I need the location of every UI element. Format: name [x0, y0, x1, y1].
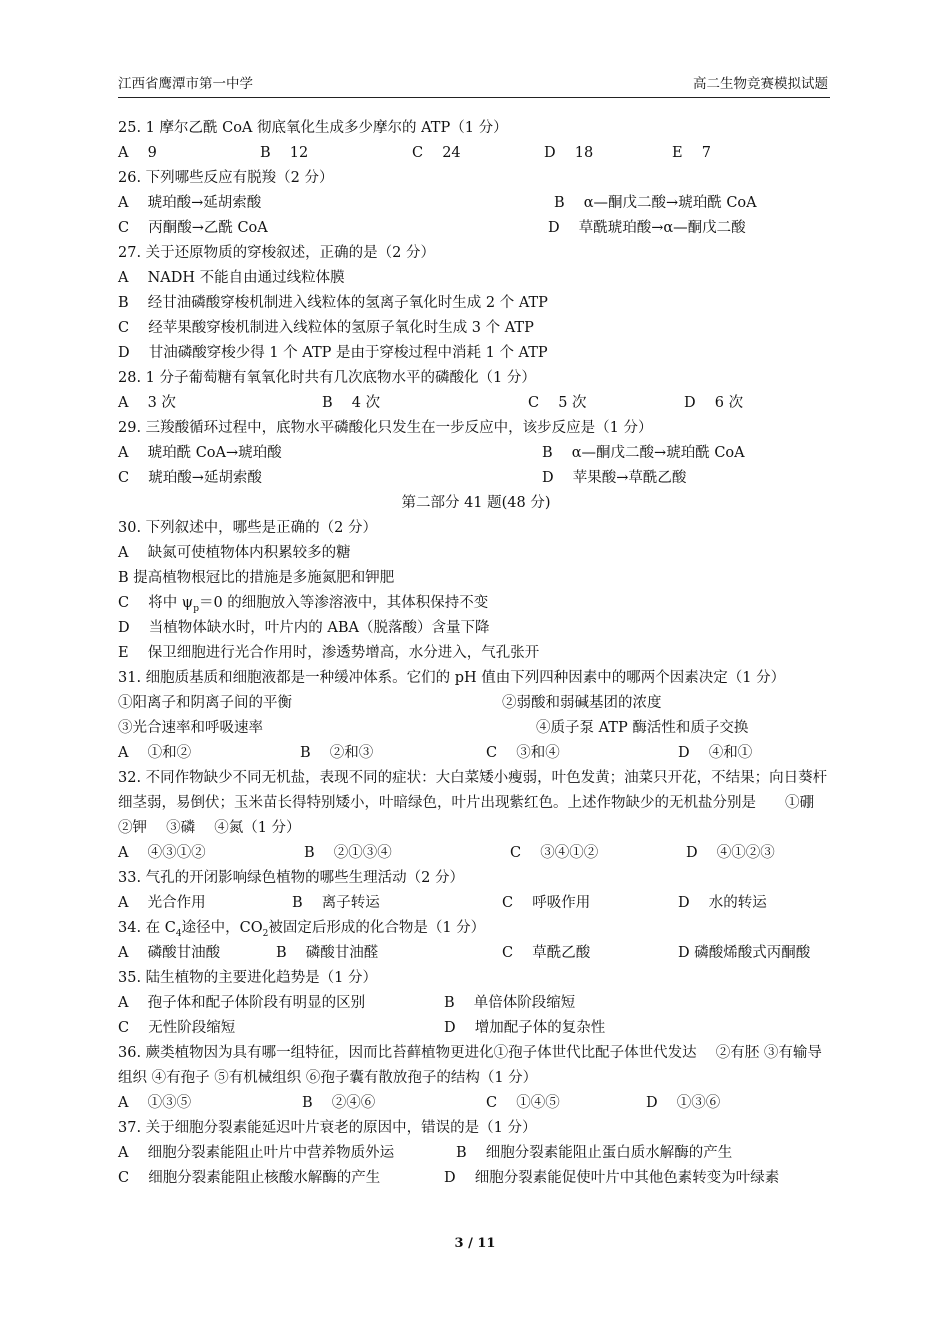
option-c: C 琥珀酸→延胡索酸 — [118, 470, 262, 486]
option-a: A 光合作用 — [118, 895, 206, 911]
option-b: B 磷酸甘油醛 — [276, 945, 379, 961]
question-36-options — [118, 1091, 834, 1116]
option-d: D 增加配子体的复杂性 — [444, 1020, 606, 1036]
co2-subscript: 2 — [262, 929, 269, 939]
question-list — [118, 116, 834, 1191]
option-d: D ①③⑥ — [646, 1095, 721, 1111]
option-c: C 5 次 — [528, 395, 587, 411]
option-c-text-2: ＝0 的细胞放入等渗溶液中，其体积保持不变 — [198, 595, 489, 611]
option-c: C 丙酮酸→乙酰 CoA — [118, 220, 268, 236]
option-d: D ④和① — [678, 745, 753, 761]
option-a: A ①③⑤ — [118, 1095, 192, 1111]
option-c: C 24 — [412, 145, 461, 161]
question-30-stem: 30. 下列叙述中，哪些是正确的（2 分） — [118, 520, 378, 536]
option-a: A 缺氮可使植物体内积累较多的糖 — [118, 545, 351, 561]
header-school: 江西省鹰潭市第一中学 — [118, 76, 253, 92]
option-a: A 琥珀酰 CoA→琥珀酸 — [118, 445, 282, 461]
question-31-stem: 31. 细胞质基质和细胞液都是一种缓冲体系。它们的 pH 值由下列四种因素中的哪两个因素决定（1 分） — [118, 670, 786, 686]
option-d: D 水的转运 — [678, 895, 767, 911]
question-36-stem: 36. 蕨类植物因为具有哪一组特征，因而比苔藓植物更进化①孢子体世代比配子体世代发达 ②有胚 ③有输导组织 ④有孢子 ⑤有机械组织 ⑥孢子囊有散放孢子的结构（1 分） — [118, 1045, 822, 1086]
option-c: C ③和④ — [486, 745, 560, 761]
question-35-options-row1 — [118, 991, 834, 1016]
question-28-stem: 28. 1 分子葡萄糖有氧氧化时共有几次底物水平的磷酸化（1 分） — [118, 370, 536, 386]
question-32-stem: 32. 不同作物缺少不同无机盐，表现不同的症状：大白菜矮小瘦弱，叶色发黄；油菜只开花，不结果；向日葵杆细茎弱，易倒伏；玉米苗长得特别矮小，叶暗绿色，叶片出现紫红色。上述作物缺少的无机盐分别是 ①硼 ②钾 ③磷 ④氮（1 分） — [118, 770, 834, 836]
option-a: A ①和② — [118, 745, 192, 761]
question-34-options — [118, 941, 834, 966]
option-d: D 6 次 — [684, 395, 744, 411]
question-33-stem: 33. 气孔的开闭影响绿色植物的哪些生理活动（2 分） — [118, 870, 465, 886]
option-c: C ①④⑤ — [486, 1095, 560, 1111]
page-number: 3 / 11 — [454, 1236, 496, 1251]
header-divider — [118, 97, 830, 98]
option-c: C ③④①② — [510, 845, 599, 861]
option-c — [118, 591, 834, 616]
item-4: ④质子泵 ATP 酶活性和质子交换 — [536, 720, 749, 736]
option-b: B 离子转运 — [292, 895, 380, 911]
option-c-text-1: C 将中 ψ — [118, 595, 194, 611]
option-b: B ②④⑥ — [302, 1095, 376, 1111]
option-b: B 单倍体阶段缩短 — [444, 995, 576, 1011]
option-c: C 草酰乙酸 — [502, 945, 591, 961]
question-26-stem: 26. 下列哪些反应有脱羧（2 分） — [118, 170, 334, 186]
question-26-options-row1 — [118, 191, 834, 216]
option-b: B ②①③④ — [304, 845, 392, 861]
question-31-options — [118, 741, 834, 766]
header-title: 高二生物竞赛模拟试题 — [693, 76, 828, 92]
question-37-options-row1 — [118, 1141, 834, 1166]
question-29-stem: 29. 三羧酸循环过程中，底物水平磷酸化只发生在一步反应中，该步反应是（1 分） — [118, 420, 653, 436]
option-d: D 18 — [544, 145, 594, 161]
option-b: B α—酮戊二酸→琥珀酰 CoA — [554, 195, 757, 211]
question-33-options — [118, 891, 834, 916]
stem-part-1: 34. 在 C — [118, 920, 176, 936]
psi-subscript: p — [193, 604, 199, 614]
option-b: B α—酮戊二酸→琥珀酰 CoA — [542, 445, 745, 461]
question-32-options — [118, 841, 834, 866]
option-a: A 琥珀酸→延胡索酸 — [118, 195, 262, 211]
item-1: ①阳离子和阴离子间的平衡 — [118, 695, 292, 711]
option-a: A 9 — [118, 145, 157, 161]
question-37-stem: 37. 关于细胞分裂素能延迟叶片衰老的原因中，错误的是（1 分） — [118, 1120, 537, 1136]
option-b: B 12 — [260, 145, 309, 161]
option-a: A 磷酸甘油酸 — [118, 945, 221, 961]
option-b: B 细胞分裂素能阻止蛋白质水解酶的产生 — [456, 1145, 733, 1161]
option-a: A 孢子体和配子体阶段有明显的区别 — [118, 995, 366, 1011]
option-d: D 细胞分裂素能促使叶片中其他色素转变为叶绿素 — [444, 1170, 780, 1186]
item-3: ③光合速率和呼吸速率 — [118, 720, 263, 736]
question-35-stem: 35. 陆生植物的主要进化趋势是（1 分） — [118, 970, 378, 986]
section-heading: 第二部分 41 题(48 分) — [401, 495, 551, 511]
option-c: C 无性阶段缩短 — [118, 1020, 236, 1036]
option-d: D 苹果酸→草酰乙酸 — [542, 470, 687, 486]
option-b: B 经甘油磷酸穿梭机制进入线粒体的氢离子氧化时生成 2 个 ATP — [118, 295, 548, 311]
option-d: D ④①②③ — [686, 845, 775, 861]
question-25-options — [118, 141, 834, 166]
question-34-stem — [118, 916, 834, 941]
stem-part-2: 途径中，CO — [181, 920, 263, 936]
option-c: C 呼吸作用 — [502, 895, 591, 911]
stem-part-3: 被固定后形成的化合物是（1 分） — [268, 920, 486, 936]
question-37-options-row2 — [118, 1166, 834, 1191]
option-e: E 7 — [672, 145, 711, 161]
option-d: D 当植物体缺水时，叶片内的 ABA（脱落酸）含量下降 — [118, 620, 490, 636]
option-d: D 草酰琥珀酸→α—酮戊二酸 — [548, 220, 746, 236]
item-2: ②弱酸和弱碱基团的浓度 — [502, 695, 662, 711]
option-a: A ④③①② — [118, 845, 206, 861]
option-c: C 细胞分裂素能阻止核酸水解酶的产生 — [118, 1170, 381, 1186]
c4-subscript: 4 — [175, 929, 182, 939]
option-c: C 经苹果酸穿梭机制进入线粒体的氢原子氧化时生成 3 个 ATP — [118, 320, 534, 336]
option-e: E 保卫细胞进行光合作用时，渗透势增高，水分进入，气孔张开 — [118, 645, 540, 661]
option-d: D 磷酸烯酸式丙酮酸 — [678, 945, 811, 961]
question-29-options-row1 — [118, 441, 834, 466]
option-d: D 甘油磷酸穿梭少得 1 个 ATP 是由于穿梭过程中消耗 1 个 ATP — [118, 345, 548, 361]
option-a: A NADH 不能自由通过线粒体膜 — [118, 270, 345, 286]
option-a: A 细胞分裂素能阻止叶片中营养物质外运 — [118, 1145, 395, 1161]
question-26-options-row2 — [118, 216, 834, 241]
question-29-options-row2 — [118, 466, 834, 491]
question-31-items-row1 — [118, 691, 834, 716]
option-b: B 提高植物根冠比的措施是多施氮肥和钾肥 — [118, 570, 395, 586]
option-a: A 3 次 — [118, 395, 176, 411]
question-28-options — [118, 391, 834, 416]
question-25-stem: 25. 1 摩尔乙酰 CoA 彻底氧化生成多少摩尔的 ATP（1 分） — [118, 120, 508, 136]
option-b: B 4 次 — [322, 395, 381, 411]
option-b: B ②和③ — [300, 745, 374, 761]
question-35-options-row2 — [118, 1016, 834, 1041]
question-31-items-row2 — [118, 716, 834, 741]
question-27-stem: 27. 关于还原物质的穿梭叙述，正确的是（2 分） — [118, 245, 436, 261]
